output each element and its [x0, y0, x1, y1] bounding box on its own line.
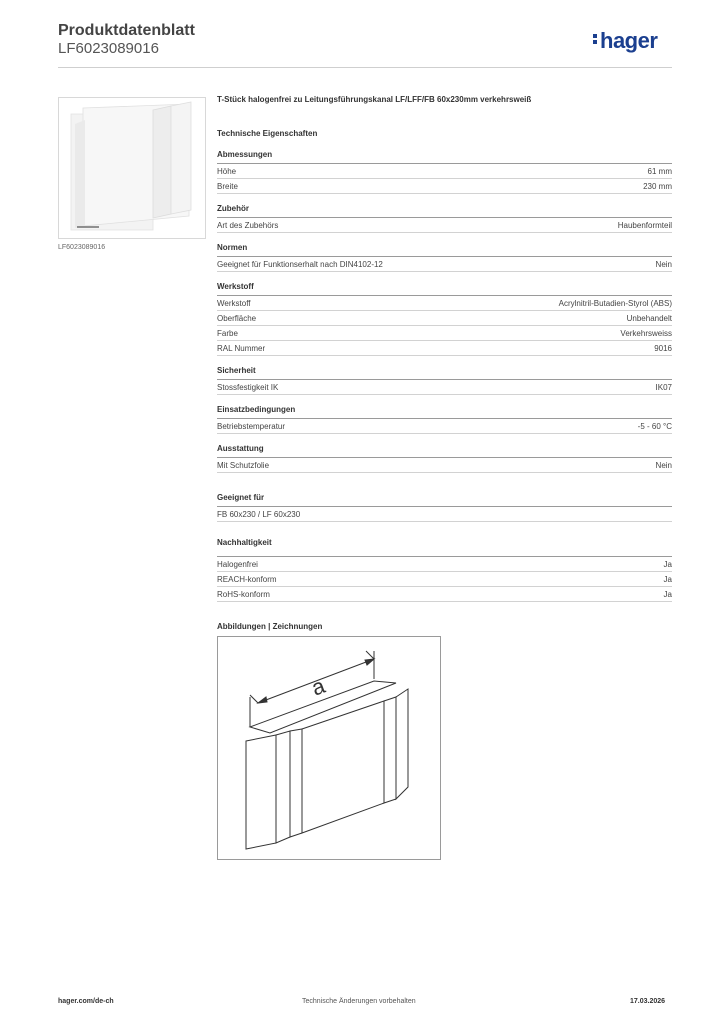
product-photo-icon — [59, 98, 205, 238]
technical-drawing — [217, 636, 441, 860]
property-row — [217, 296, 672, 311]
property-label: RAL Nummer — [217, 344, 266, 353]
section-heading: Sicherheit — [217, 366, 256, 375]
article-number: LF6023089016 — [58, 40, 159, 57]
property-row — [217, 218, 672, 233]
property-row — [217, 341, 672, 356]
section-heading: Zubehör — [217, 204, 249, 213]
property-row — [217, 507, 672, 522]
page-title: Produktdatenblatt — [58, 22, 195, 39]
property-row — [217, 311, 672, 326]
drawings-heading: Abbildungen | Zeichnungen — [217, 622, 323, 631]
logo-text: hager — [600, 28, 658, 53]
footer-website[interactable]: hager.com/de-ch — [58, 998, 114, 1005]
product-image-caption: LF6023089016 — [58, 244, 106, 251]
property-label: Halogenfrei — [217, 560, 258, 569]
section-heading: Einsatzbedingungen — [217, 405, 296, 414]
logo-colon-icon — [593, 32, 598, 46]
dimension-label: a — [308, 672, 329, 701]
property-label: Farbe — [217, 329, 238, 338]
property-label: RoHS-konform — [217, 590, 270, 599]
property-value: IK07 — [655, 383, 672, 392]
property-label: Werkstoff — [217, 299, 251, 308]
property-value: Haubenformteil — [617, 221, 672, 230]
property-label: Breite — [217, 182, 238, 191]
technical-sections — [217, 150, 672, 473]
footer-date: 17.03.2026 — [630, 998, 666, 1005]
property-value: Verkehrsweiss — [620, 329, 672, 338]
property-value: Nein — [655, 260, 672, 269]
sustainability-rows — [217, 557, 672, 602]
property-value: 61 mm — [647, 167, 672, 176]
property-value: 9016 — [654, 344, 672, 353]
property-value: Nein — [655, 461, 672, 470]
suitable-heading: Geeignet für — [217, 493, 265, 502]
property-row — [217, 458, 672, 473]
property-value: Ja — [663, 560, 672, 569]
section-heading: Werkstoff — [217, 282, 254, 291]
sustainability-heading: Nachhaltigkeit — [217, 538, 272, 547]
hager-logo — [593, 28, 657, 54]
property-row — [217, 557, 672, 572]
property-label: FB 60x230 / LF 60x230 — [217, 510, 301, 519]
property-value: Unbehandelt — [626, 314, 672, 323]
t-piece-drawing-icon — [218, 637, 440, 859]
property-row — [217, 572, 672, 587]
property-row — [217, 587, 672, 602]
property-value: 230 mm — [643, 182, 672, 191]
property-row — [217, 419, 672, 434]
property-label: Art des Zubehörs — [217, 221, 279, 230]
section-heading: Normen — [217, 243, 248, 252]
technical-heading: Technische Eigenschaften — [217, 129, 318, 138]
section-heading: Ausstattung — [217, 444, 264, 453]
section-heading: Abmessungen — [217, 150, 273, 159]
property-label: Stossfestigkeit IK — [217, 383, 279, 392]
property-value: Ja — [663, 590, 672, 599]
property-row — [217, 257, 672, 272]
property-label: REACH-konform — [217, 575, 277, 584]
header-divider — [58, 67, 672, 68]
property-label: Mit Schutzfolie — [217, 461, 270, 470]
property-value: Ja — [663, 575, 672, 584]
property-label: Geeignet für Funktionserhalt nach DIN4102-12 — [217, 260, 383, 269]
property-label: Betriebstemperatur — [217, 422, 286, 431]
content-column — [217, 95, 672, 633]
property-row — [217, 380, 672, 395]
property-value: Acrylnitril-Butadien-Styrol (ABS) — [558, 299, 672, 308]
property-label: Oberfläche — [217, 314, 257, 323]
footer-note: Technische Änderungen vorbehalten — [302, 998, 416, 1005]
property-label: Höhe — [217, 167, 237, 176]
property-value: -5 - 60 °C — [637, 422, 672, 431]
property-row — [217, 164, 672, 179]
product-title: T-Stück halogenfrei zu Leitungsführungskanal LF/LFF/FB 60x230mm verkehrsweiß — [217, 95, 532, 104]
suitable-rows — [217, 507, 672, 522]
property-row — [217, 326, 672, 341]
property-row — [217, 179, 672, 194]
product-image — [58, 97, 206, 239]
